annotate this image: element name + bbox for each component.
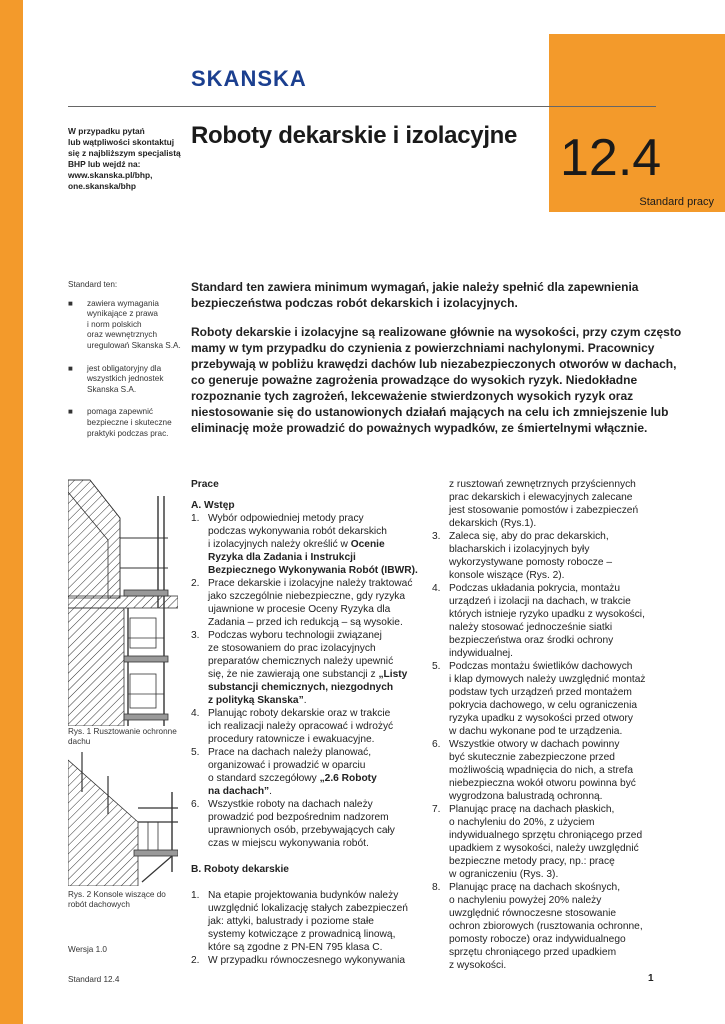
subsection-a-heading: A. Wstęp [191,500,235,511]
subsection-b-heading: B. Roboty dekarskie [191,864,289,875]
standard-summary [68,280,181,451]
bullet-icon: ■ [68,407,73,417]
standard-number: 12.4 [560,129,662,187]
figure-2-caption: Rys. 2 Konsole wiszące do robót dachowych [68,890,166,909]
list-item: 3. Podczas wyboru technologii związanej ze stosowaniem do prac izolacyjnych preparatów chemicznych należy upewnić się, że nie zawierają one substancji z „Listy substancji chemicznych, niezgodnych z polityką Skanska”. [191,630,408,706]
header-divider [68,106,656,107]
list-item: 6. Wszystkie otwory w dachach powinny być skutecznie zabezpieczone przed możliwością wpadnięcia do nich, a strefa niebezpieczna wokół otworu powinna być wygrodzona balustradą ochronną. [432,739,636,802]
list-item: 1. Wybór odpowiedniej metody pracy podczas wykonywania robót dekarskich i izolacyjnych należy określić w Ocenie Ryzyka dla Zadania i Instrukcji Bezpiecznego Wykonywania Robót (IBWR). [191,513,418,576]
list-item: 5. Podczas montażu świetlików dachowych i klap dymowych należy uwzględnić montaż podstaw tych urządzeń przed montażem pokrycia dachowego, w celu ograniczenia ryzyka upadku z wysokości przed otwory w dachu wykonane pod te urządzenia. [432,661,646,737]
figure-1-caption: Rys. 1 Rusztowanie ochronne dachu [68,727,177,746]
contact-note: W przypadku pytań lub wątpliwości skontaktuj się z najbliższym specjalistą BHP lub wejdź na: www.skanska.pl/bhp, one.skanska/bhp [68,126,181,191]
list-item: 6. Wszystkie roboty na dachach należy prowadzić pod bezpośrednim nadzorem uprawnionych osób, przebywających cały czas w miejscu wykonywania robót. [191,799,395,849]
list-item: ■ jest obligatoryjny dla wszystkich jednostek Skanska S.A. [68,363,164,394]
figure-roof-scaffolding [68,478,178,726]
version-label: Wersja 1.0 [68,945,107,954]
body-column-1 [191,478,419,967]
bullet-icon: ■ [68,363,73,373]
skanska-logo: SKANSKA [191,66,307,91]
intro-paragraph: Standard ten zawiera minimum wymagań, jakie należy spełnić dla zapewnienia bezpieczeństwa podczas robót dekarskich i izolacyjnych. [191,280,639,310]
list-item: ■ zawiera wymagania wynikające z prawa i norm polskich oraz wewnętrznych uregulowań Skanska S.A. [68,298,181,350]
bullet-icon: ■ [68,298,73,308]
list-item: ■ pomaga zapewnić bezpieczne i skuteczne praktyki podczas prac. [68,407,172,438]
list-item: 3. Zaleca się, aby do prac dekarskich, blacharskich i izolacyjnych były wykorzystywane pomosty robocze – konsole wiszące (Rys. 2). [432,531,613,581]
standard-type-label: Standard pracy [639,196,714,208]
accent-stripe [0,0,23,1024]
list-item: 4. Planując roboty dekarskie oraz w trakcie ich realizacji należy opracować i wdrożyć procedury ratownicze i ewakuacyjne. [191,708,394,745]
list-item: 2. W przypadku równoczesnego wykonywania [191,955,406,966]
list-item-continued: z rusztowań zewnętrznych przyściennych prac dekarskich i elewacyjnych zalecane jest stosowanie pomostów i zabezpieczeń dekarskich (Rys.1). [449,479,639,529]
list-item: 7. Planując pracę na dachach płaskich, o nachyleniu do 20%, z użyciem indywidualnego sprzętu chroniącego przed upadkiem z wysokości, należy uwzględnić bezpieczne metody pracy, np.: pracę w ograniczeniu (Rys. 3). [432,804,643,880]
page-title: Roboty dekarskie i izolacyjne [191,122,518,149]
standard-summary-heading: Standard ten: [68,280,118,289]
intro-text [191,279,682,449]
intro-paragraph: Roboty dekarskie i izolacyjne są realizowane głównie na wysokości, przy czym często mamy w tym przypadku do czynienia z powierzchniami nachylonymi. Pracownicy przebywają w pobliżu krawędzi dachów lub niezabezpieczonych otworów w dachach, co generuje poważne zagrożenia prowadzące do wysokich ryzyk. Niedokładne rozpoznanie tych zagrożeń, lekceważenie stwierdzonych wysokich ryzyk oraz niestosowanie się do ustanowionych działań mających na celu ich zmniejszenie lub eliminację może prowadzić do poważnych wypadków, ze śmiertelnymi włącznie. [191,325,682,435]
footer-standard: Standard 12.4 [68,975,120,984]
list-item: 8. Planując pracę na dachach skośnych, o nachyleniu powyżej 20% należy uwzględnić równoczesne stosowanie ochron zbiorowych (rusztowania ochronne, pomosty robocze) oraz indywidualnego sprzętu chroniącego przed upadkiem z wysokości. [432,882,643,971]
section-heading: Prace [191,479,219,490]
list-item: 5. Prace na dachach należy planować, organizować i prowadzić w oparciu o standard szczegółowy „2.6 Roboty na dachach”. [191,747,377,797]
figure-roof-consoles [68,752,178,886]
list-item: 1. Na etapie projektowania budynków należy uwzględnić lokalizację stałych zabezpieczeń jak: attyki, balustrady i poziome stałe systemy kotwiczące z prowadnicą linową, które są zgodne z PN-EN 795 klasa C. [191,890,408,953]
page-number: 1 [648,973,654,984]
list-item: 2. Prace dekarskie i izolacyjne należy traktować jako szczególnie niebezpieczne, gdy ryzyka ujawnione w procesie Oceny Ryzyka dla Zadania – przed ich redukcją – są wysokie. [191,578,413,628]
list-item: 4. Podczas układania pokrycia, montażu urządzeń i izolacji na dachach, w trakcie których istnieje ryzyko upadku z wysokości, należy stosować jednocześnie siatki bezpieczeństwa oraz środki ochrony indywidualnej. [432,583,645,659]
body-column-2 [432,478,660,972]
